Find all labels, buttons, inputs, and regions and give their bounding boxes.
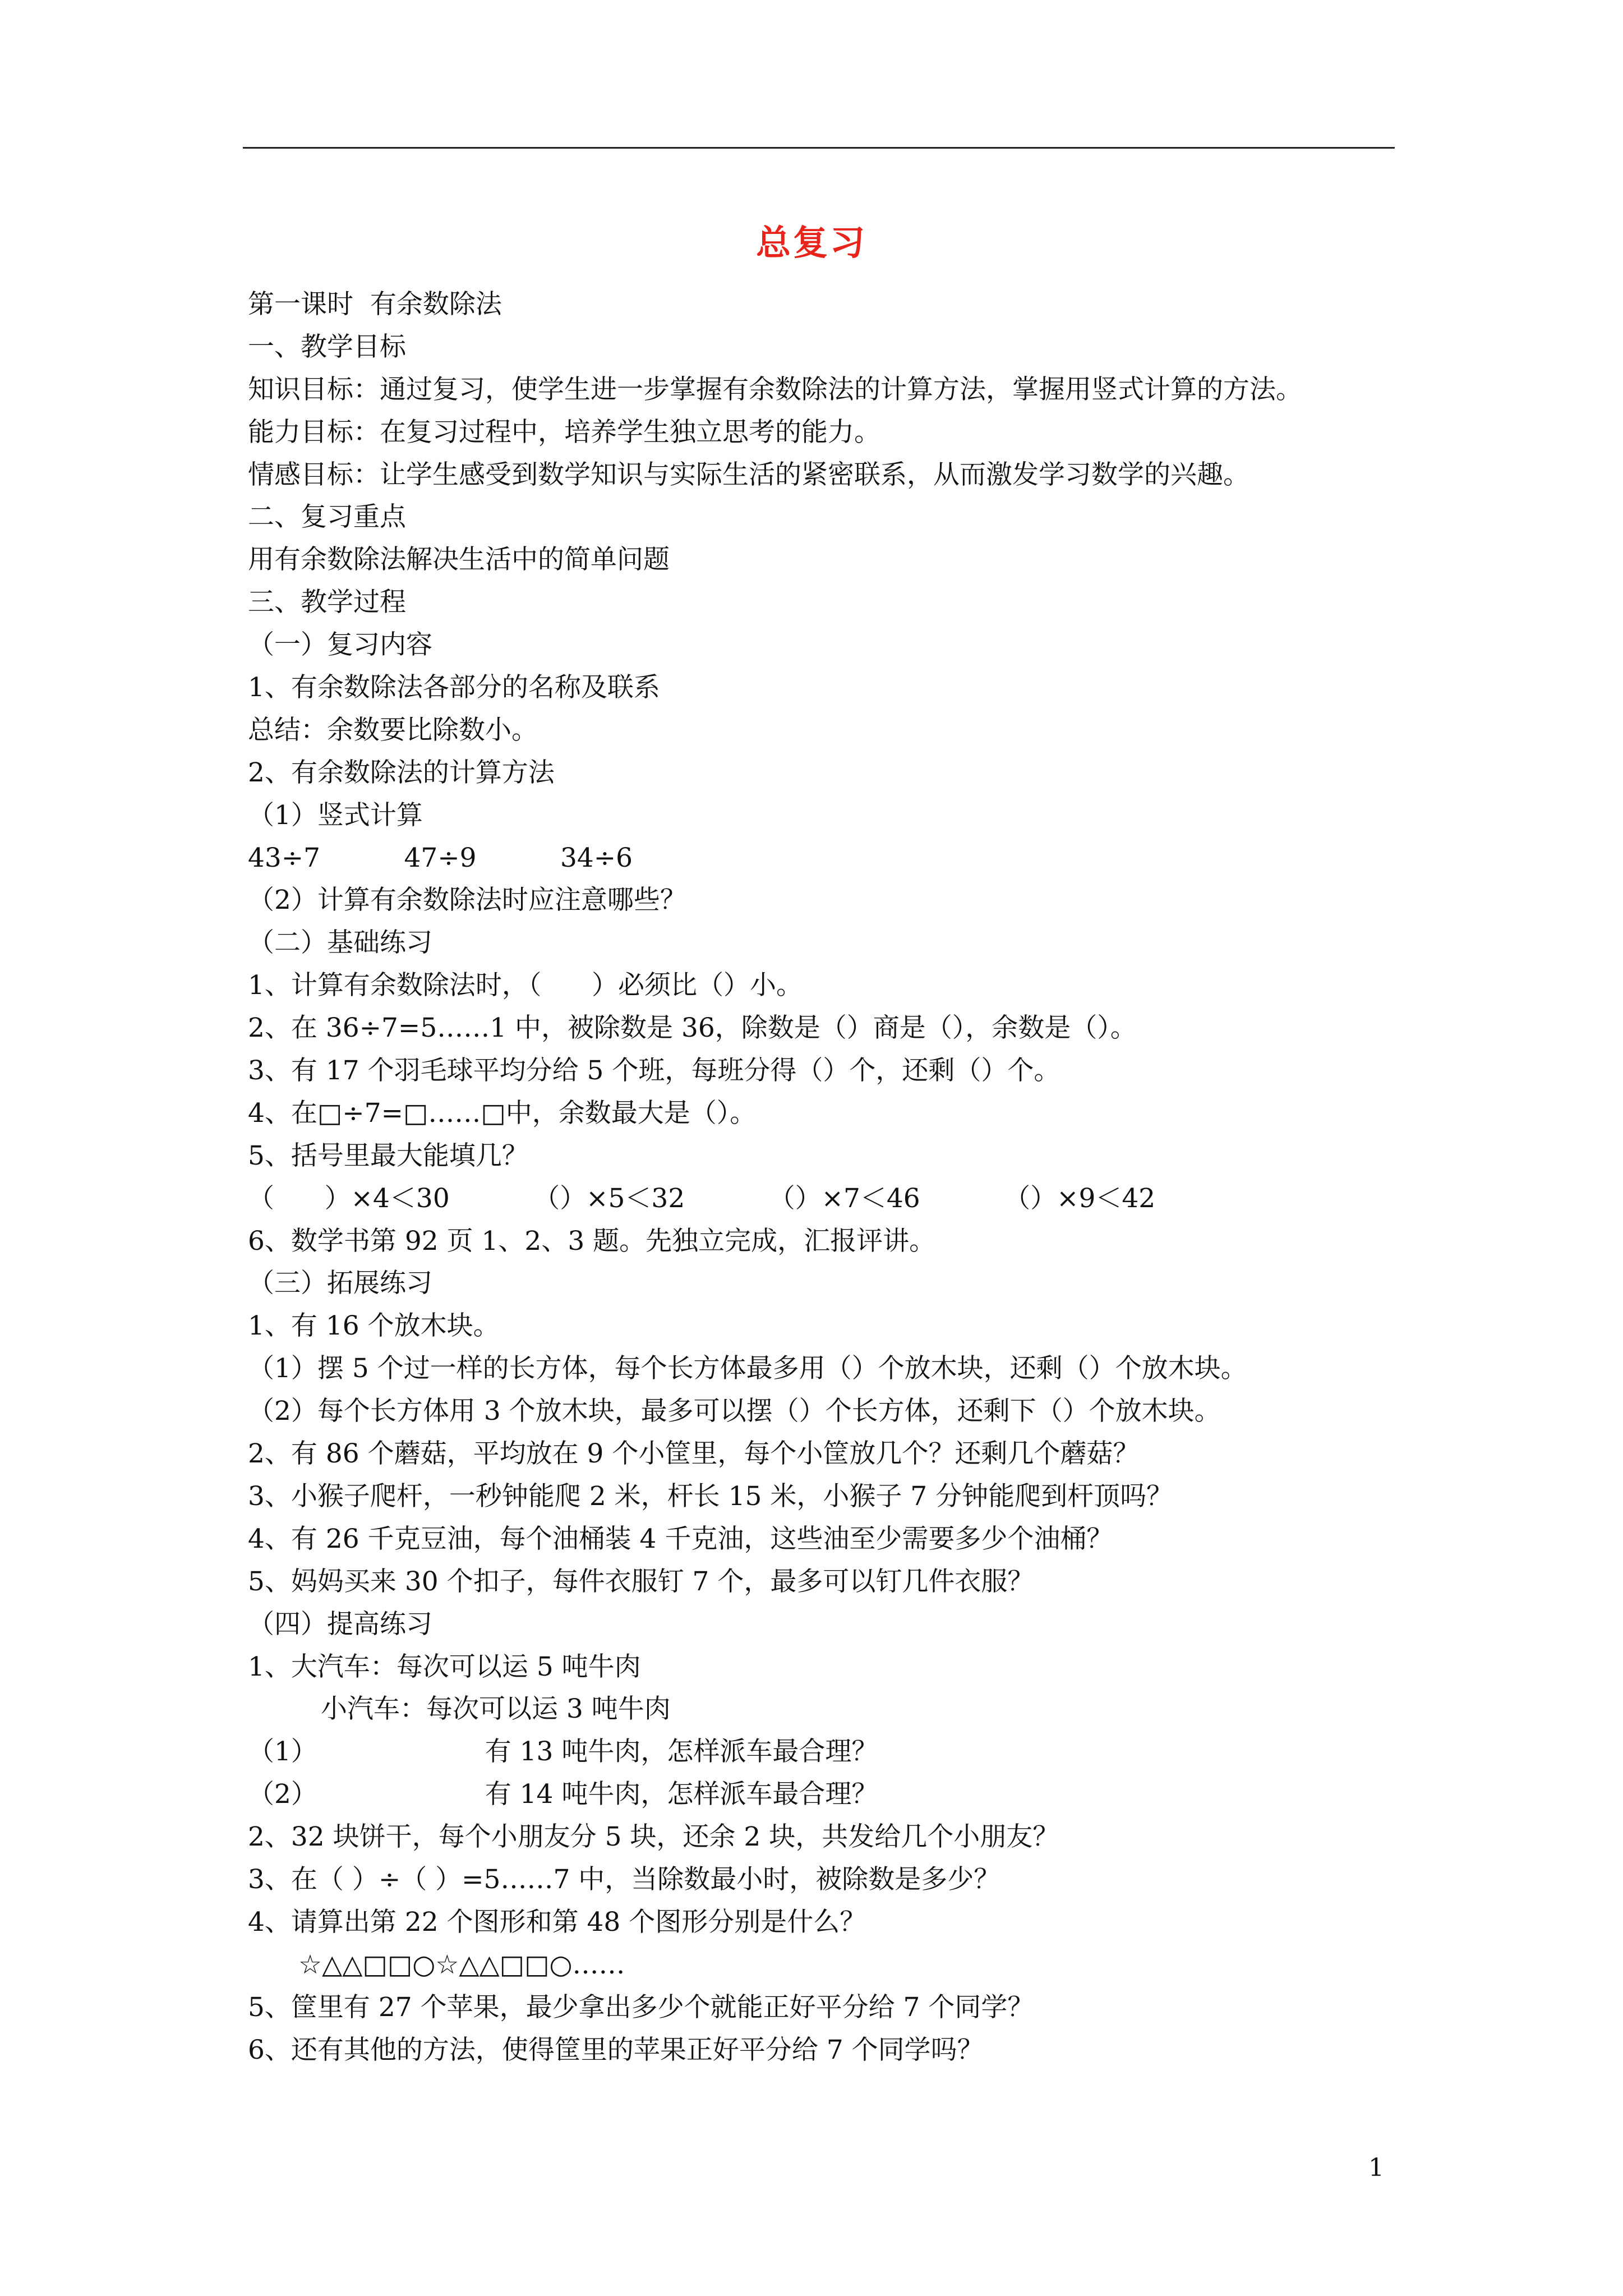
lesson-heading: 第一课时 有余数除法 xyxy=(248,289,502,320)
text-line: 4、有 26 千克豆油，每个油桶装 4 千克油，这些油至少需要多少个油桶？ xyxy=(248,1523,1113,1554)
text-line: 5、括号里最大能填几？ xyxy=(248,1140,528,1171)
text-line: 2、有余数除法的计算方法 xyxy=(248,757,555,788)
subsection-heading: （二）基础练习 xyxy=(248,927,432,959)
text-line: 知识目标：通过复习，使学生进一步掌握有余数除法的计算方法，掌握用竖式计算的方法。 xyxy=(248,374,1302,405)
page-title: 总复习 xyxy=(755,222,867,263)
shape-pattern: ☆△△□□○☆△△□□○…… xyxy=(298,1949,625,1980)
text-line: 2、有 86 个蘑菇，平均放在 9 个小筐里，每个小筐放几个？还剩几个蘑菇？ xyxy=(248,1438,1140,1470)
text-line: （2）计算有余数除法时应注意哪些？ xyxy=(248,885,686,916)
text-line: 2、32 块饼干，每个小朋友分 5 块，还余 2 块，共发给几个小朋友？ xyxy=(248,1821,1059,1853)
section-heading: 二、复习重点 xyxy=(248,501,406,533)
text-line: 4、在□÷7=□……□中，余数最大是（）。 xyxy=(248,1097,757,1129)
text-line: 1、有 16 个放木块。 xyxy=(248,1310,500,1342)
text-line: 3、在（ ）÷（ ）=5……7 中，当除数最小时，被除数是多少？ xyxy=(248,1864,1000,1895)
subsection-heading: （三）拓展练习 xyxy=(248,1268,432,1299)
text-line: 总结：余数要比除数小。 xyxy=(248,714,538,746)
text-line: 5、妈妈买来 30 个扣子，每件衣服钉 7 个，最多可以钉几件衣服？ xyxy=(248,1566,1034,1597)
text-line: 2、在 36÷7=5……1 中，被除数是 36，除数是（）商是（），余数是（）。 xyxy=(248,1013,1137,1044)
text-line: （ ）×4＜30 （）×5＜32 （）×7＜46 （）×9＜42 xyxy=(248,1182,1156,1214)
text-line: 5、筐里有 27 个苹果，最少拿出多少个就能正好平分给 7 个同学？ xyxy=(248,1991,1034,2023)
text-line: 4、请算出第 22 个图形和第 48 个图形分别是什么？ xyxy=(248,1906,866,1938)
text-line: 用有余数除法解决生活中的简单问题 xyxy=(248,544,670,576)
header-rule xyxy=(243,147,1395,149)
text-line: （2）每个长方体用 3 个放木块，最多可以摆（）个长方体，还剩下（）个放木块。 xyxy=(248,1396,1221,1427)
text-line: （1）摆 5 个过一样的长方体，每个长方体最多用（）个放木块，还剩（）个放木块。 xyxy=(248,1353,1247,1384)
subsection-heading: （一）复习内容 xyxy=(248,629,432,661)
text-line: 43÷7 47÷9 34÷6 xyxy=(248,842,633,873)
subsection-heading: （四）提高练习 xyxy=(248,1608,432,1640)
section-heading: 三、教学过程 xyxy=(248,587,406,618)
text-line: （2） 有 14 吨牛肉，怎样派车最合理？ xyxy=(248,1779,878,1810)
text-line: （1）竖式计算 xyxy=(248,799,423,831)
page-number: 1 xyxy=(1368,2154,1384,2182)
text-line: （1） 有 13 吨牛肉，怎样派车最合理？ xyxy=(248,1736,878,1768)
text-line: 1、计算有余数除法时，（ ）必须比（）小。 xyxy=(248,970,803,1001)
text-line: 小汽车：每次可以运 3 吨牛肉 xyxy=(321,1694,671,1725)
text-line: 3、有 17 个羽毛球平均分给 5 个班，每班分得（）个，还剩（）个。 xyxy=(248,1055,1061,1087)
text-line: 6、还有其他的方法，使得筐里的苹果正好平分给 7 个同学吗？ xyxy=(248,2034,984,2065)
document-body xyxy=(248,283,1398,2071)
text-line: 能力目标：在复习过程中，培养学生独立思考的能力。 xyxy=(248,416,880,448)
text-line: 6、数学书第 92 页 1、2、3 题。先独立完成，汇报评讲。 xyxy=(248,1225,936,1257)
text-line: 1、大汽车：每次可以运 5 吨牛肉 xyxy=(248,1651,641,1682)
text-line: 3、小猴子爬杆，一秒钟能爬 2 米，杆长 15 米，小猴子 7 分钟能爬到杆顶吗？ xyxy=(248,1480,1173,1512)
section-heading: 一、教学目标 xyxy=(248,331,406,362)
text-line: 情感目标：让学生感受到数学知识与实际生活的紧密联系，从而激发学习数学的兴趣。 xyxy=(248,459,1249,490)
text-line: 1、有余数除法各部分的名称及联系 xyxy=(248,672,660,703)
